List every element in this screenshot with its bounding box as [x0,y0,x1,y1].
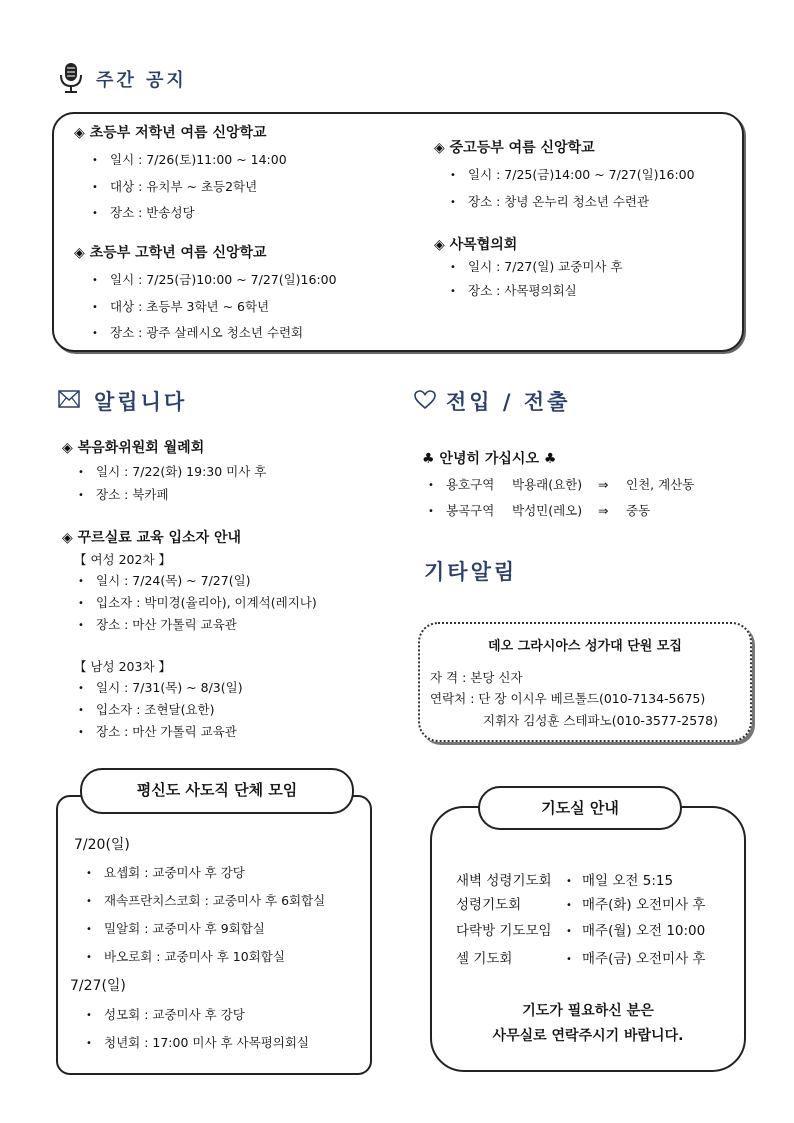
list-item: • 일시 : 7/25(금)14:00 ~ 7/27(일)16:00 [450,167,695,182]
list-item: • 대상 : 초등부 3학년 ~ 6학년 [92,299,270,314]
prayer-row: 셀 기도회 • 매주(금) 오전미사 후 [456,951,706,967]
list-item: • 일시 : 7/25(금)10:00 ~ 7/27(일)16:00 [92,272,337,287]
weekly-notice-box [52,112,744,352]
list-item: • 장소 : 북카페 [78,487,169,502]
list-item: • 일시 : 7/24(목) ~ 7/27(일) [78,573,251,588]
list-item: • 성모회 : 교중미사 후 강당 [86,1007,245,1022]
choir-contact: 지휘자 김성훈 스테파노(010-3577-2578) [483,713,718,728]
list-item: • 재속프란치스코회 : 교중미사 후 6회합실 [86,893,326,908]
choir-title: 데오 그라시아스 성가대 단원 모집 [488,639,682,654]
date-header: 7/20(일) [74,837,130,853]
prayer-note: 기도가 필요하신 분은 [522,1003,654,1019]
envelope-icon [58,390,80,412]
farewell-subtitle: ♣ 안녕히 가십시오 ♣ [422,451,557,467]
list-item: • 대상 : 유치부 ~ 초등2학년 [92,179,258,194]
section-title: ◈ 초등부 고학년 여름 신앙학교 [74,245,267,261]
list-item: • 장소 : 마산 가톨릭 교육관 [78,724,237,739]
list-item: • 장소 : 창녕 온누리 청소년 수련관 [450,194,650,209]
other-notices-title: 기타알림 [424,559,518,584]
sub-header: 【 남성 203차 】 [74,659,172,674]
section-title: ◈ 중고등부 여름 신앙학교 [434,140,595,156]
weekly-notice-title: 주간 공지 [96,70,187,91]
list-item: • 장소 : 광주 살레시오 청소년 수련회 [92,325,304,340]
prayer-row: 다락방 기도모임 • 매주(월) 오전 10:00 [456,923,706,939]
list-item: • 일시 : 7/31(목) ~ 8/3(일) [78,680,243,695]
heart-icon [414,390,436,414]
section-title: ◈ 사목협의회 [434,237,518,253]
date-header: 7/27(일) [70,978,126,994]
list-item: • 일시 : 7/22(화) 19:30 미사 후 [78,464,267,479]
notices-title: 알립니다 [94,389,188,414]
list-item: • 입소자 : 박미경(율리아), 이계석(레지나) [78,595,317,610]
section-title: ◈ 초등부 저학년 여름 신앙학교 [74,125,267,141]
list-item: • 입소자 : 조현달(요한) [78,702,215,717]
list-item: • 청년회 : 17:00 미사 후 사목평의회실 [86,1035,310,1050]
prayer-row: 새벽 성령기도회 • 매일 오전 5:15 [456,873,674,889]
list-item: • 밀알회 : 교중미사 후 9회합실 [86,921,265,936]
list-item: • 장소 : 반송성당 [92,205,195,220]
prayer-row: 성령기도회 • 매주(화) 오전미사 후 [456,897,706,913]
choir-contact: 연락처 : 단 장 이시우 베르톨드(010-7134-5675) [430,691,706,706]
transfer-row: • 용호구역 박용래(요한) ⇒ 인천, 계산동 [428,477,695,492]
list-item: • 일시 : 7/26(토)11:00 ~ 14:00 [92,152,287,167]
list-item: • 요셉회 : 교중미사 후 강당 [86,865,245,880]
transfer-title: 전입 / 전출 [446,389,571,414]
section-title: ◈ 꾸르실료 교육 입소자 안내 [62,530,242,546]
sub-header: 【 여성 202차 】 [74,552,172,567]
list-item: • 일시 : 7/27(일) 교중미사 후 [450,259,623,274]
section-title: ◈ 복음화위원회 월례회 [62,440,205,456]
groups-title: 평신도 사도직 단체 모임 [80,768,354,814]
list-item: • 바오로회 : 교중미사 후 10회합실 [86,949,285,964]
microphone-icon [58,62,84,92]
transfer-row: • 봉곡구역 박성민(레오) ⇒ 중동 [428,503,651,518]
prayer-note: 사무실로 연락주시기 바랍니다. [492,1028,684,1044]
list-item: • 장소 : 마산 가톨릭 교육관 [78,617,237,632]
list-item: • 장소 : 사목평의회실 [450,283,577,298]
choir-qualification: 자 격 : 본당 신자 [430,670,523,685]
prayer-room-title: 기도실 안내 [478,786,682,830]
